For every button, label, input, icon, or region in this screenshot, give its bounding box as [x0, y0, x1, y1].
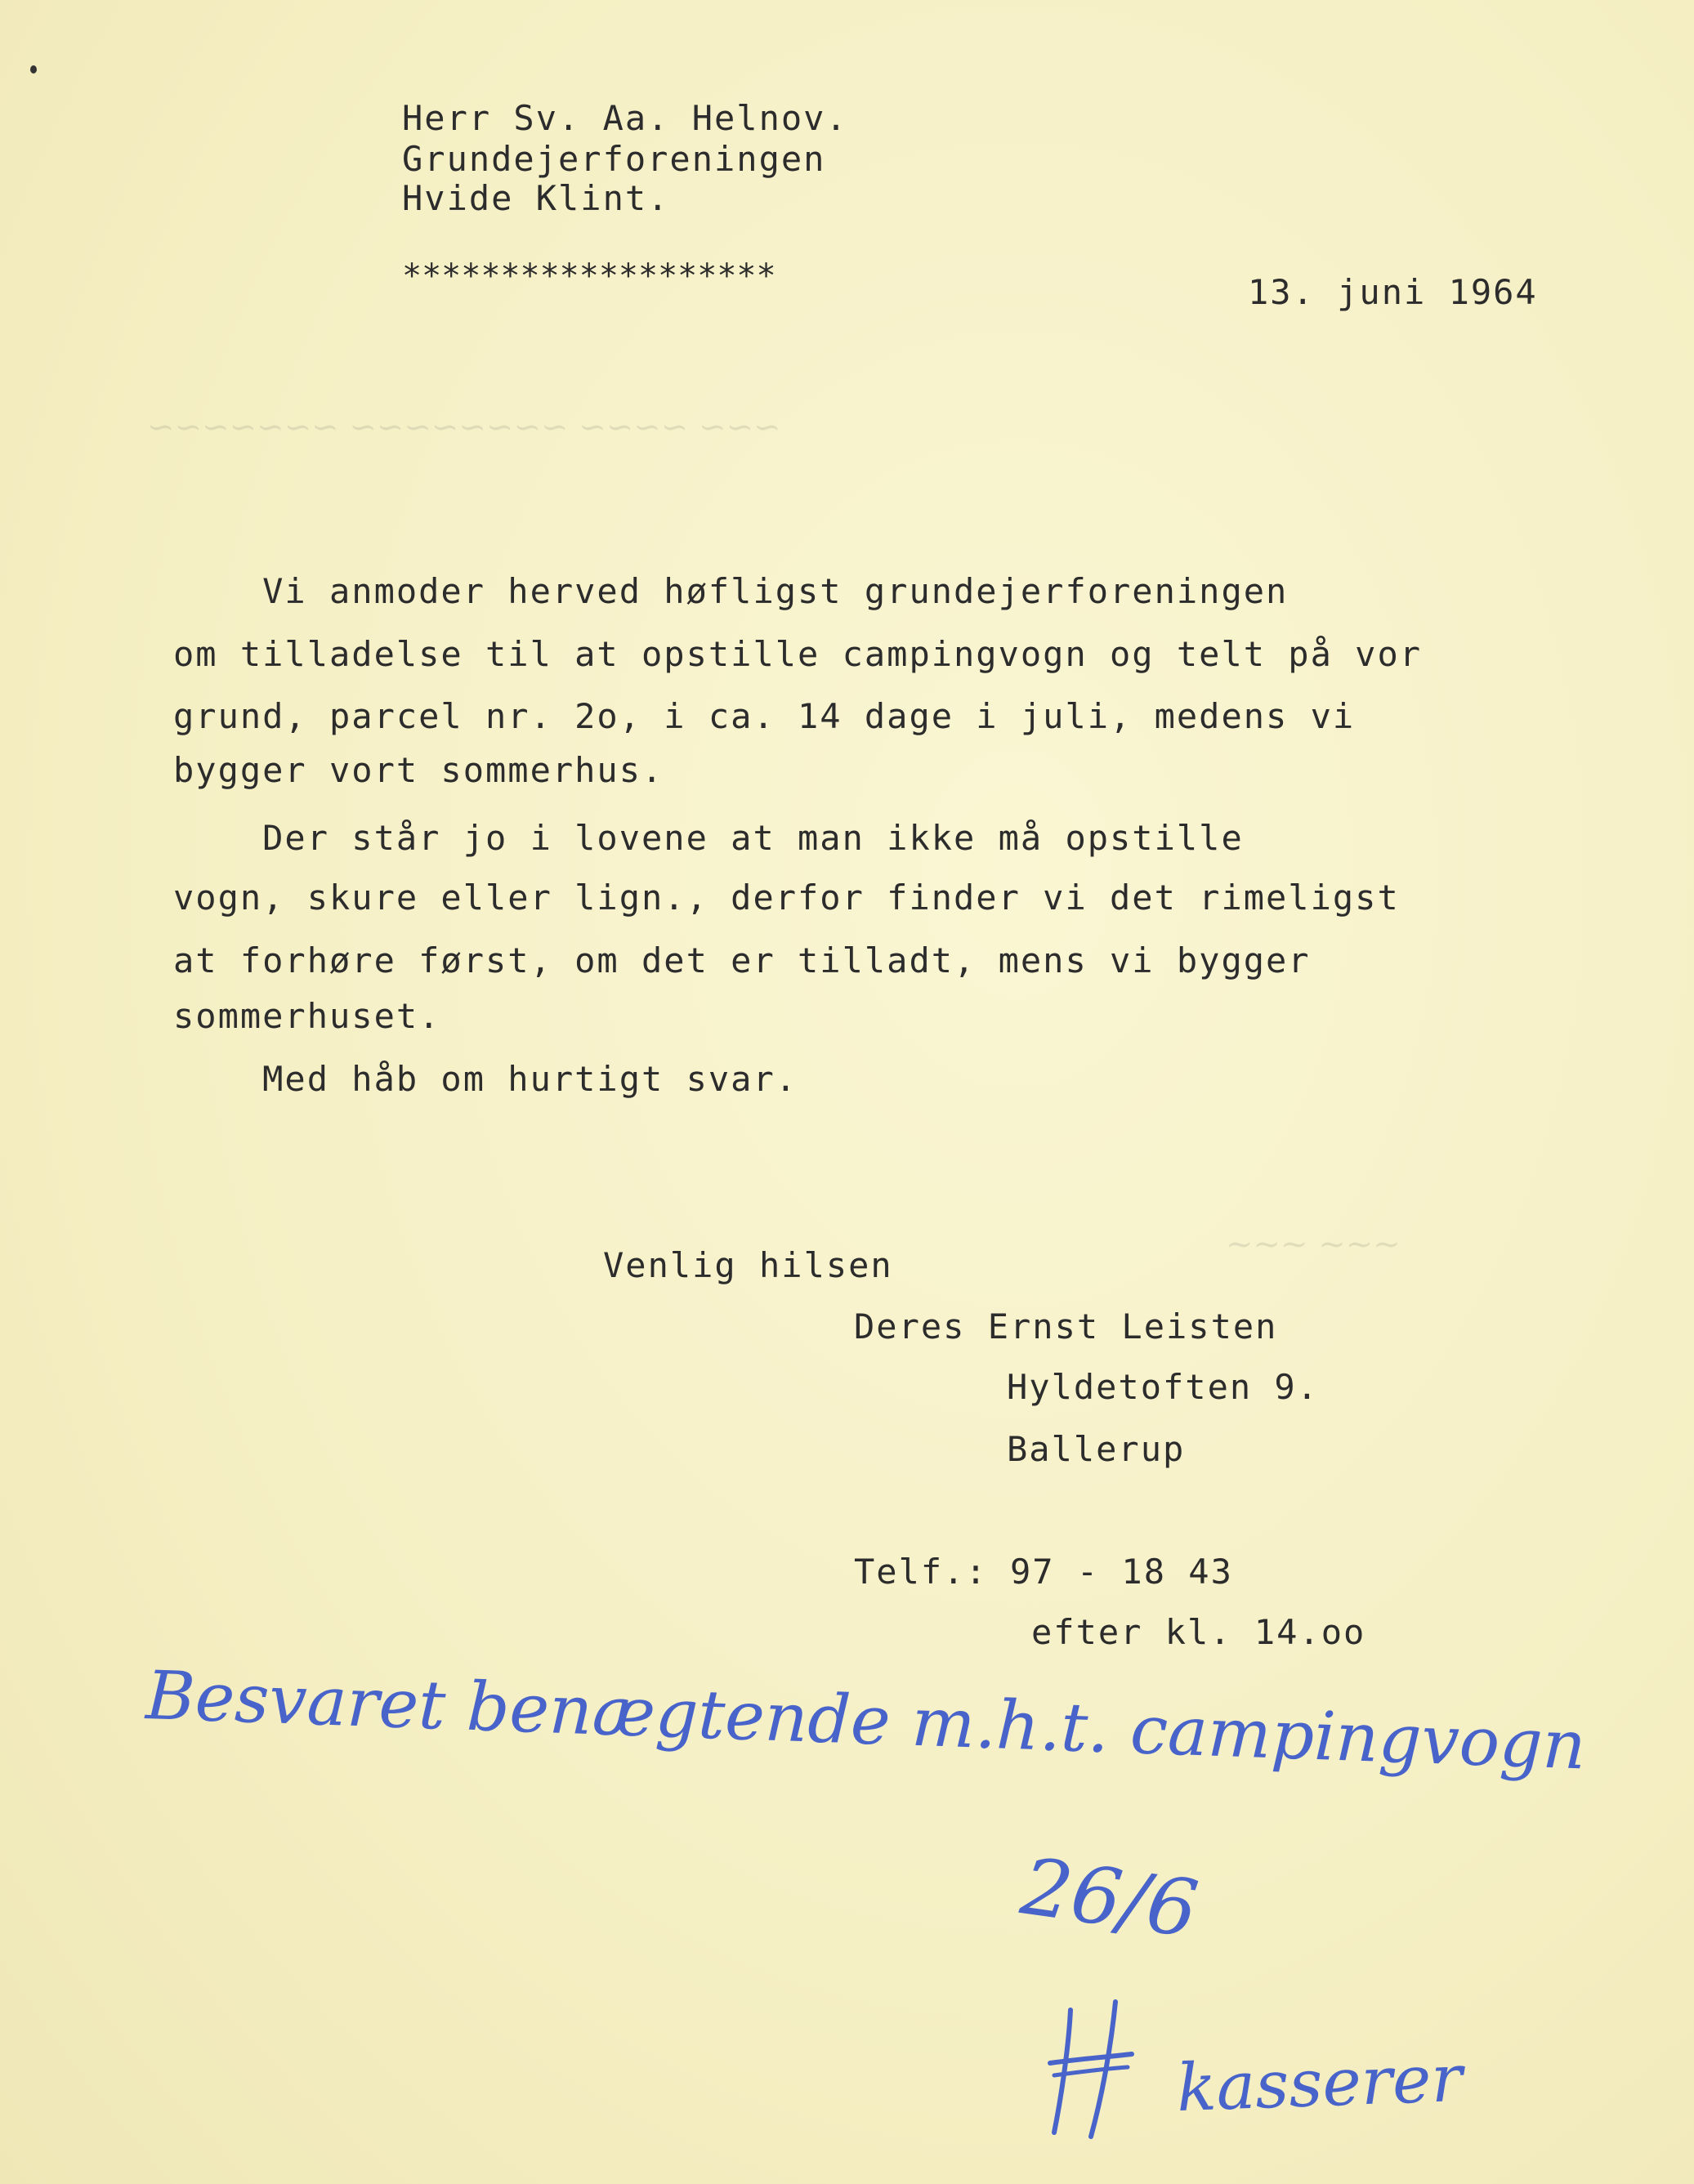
body-line: Med håb om hurtigt svar.: [173, 1059, 798, 1099]
body-line: vogn, skure eller lign., derfor finder vi det rimeligst: [173, 878, 1400, 918]
letter-date: 13. juni 1964: [1248, 272, 1538, 312]
recipient-line-1: Herr Sv. Aa. Helnov.: [402, 98, 848, 138]
show-through-text: ~~~ ~~~~ ~~~~~~~~ ~~~~~~~: [147, 409, 781, 446]
handwritten-role: kasserer: [1175, 2039, 1464, 2127]
handwritten-date: 26/6: [1016, 1840, 1204, 1956]
body-line: at forhøre først, om det er tilladt, mens vi bygger: [173, 940, 1311, 980]
sender-street: Hyldetoften 9.: [1007, 1367, 1320, 1407]
recipient-line-2: Grundejerforeningen: [402, 139, 826, 179]
handwritten-note: Besvaret benægtende m.h.t. campingvogn: [144, 1657, 1588, 1785]
body-line: Vi anmoder herved høfligst grundejerforeningen: [173, 571, 1289, 611]
recipient-line-3: Hvide Klint.: [402, 178, 670, 218]
sender-name: Deres Ernst Leisten: [854, 1306, 1278, 1347]
body-line: om tilladelse til at opstille campingvogn og telt på vor: [173, 634, 1423, 674]
phone-note: efter kl. 14.oo: [1031, 1612, 1366, 1652]
body-line: grund, parcel nr. 2o, i ca. 14 dage i juli, medens vi: [173, 696, 1356, 736]
show-through-text: ~~~ ~~~: [1226, 1226, 1401, 1263]
handwritten-initials: [1046, 1994, 1136, 2141]
sender-city: Ballerup: [1007, 1429, 1186, 1469]
closing-greeting: Venlig hilsen: [603, 1245, 893, 1285]
body-line: sommerhuset.: [173, 996, 441, 1036]
body-line: Der står jo i lovene at man ikke må opstille: [173, 818, 1244, 858]
asterisk-separator: *******************: [402, 257, 776, 295]
ink-dot: [30, 65, 37, 74]
body-line: bygger vort sommerhus.: [173, 750, 664, 790]
sender-phone: Telf.: 97 - 18 43: [854, 1552, 1233, 1592]
